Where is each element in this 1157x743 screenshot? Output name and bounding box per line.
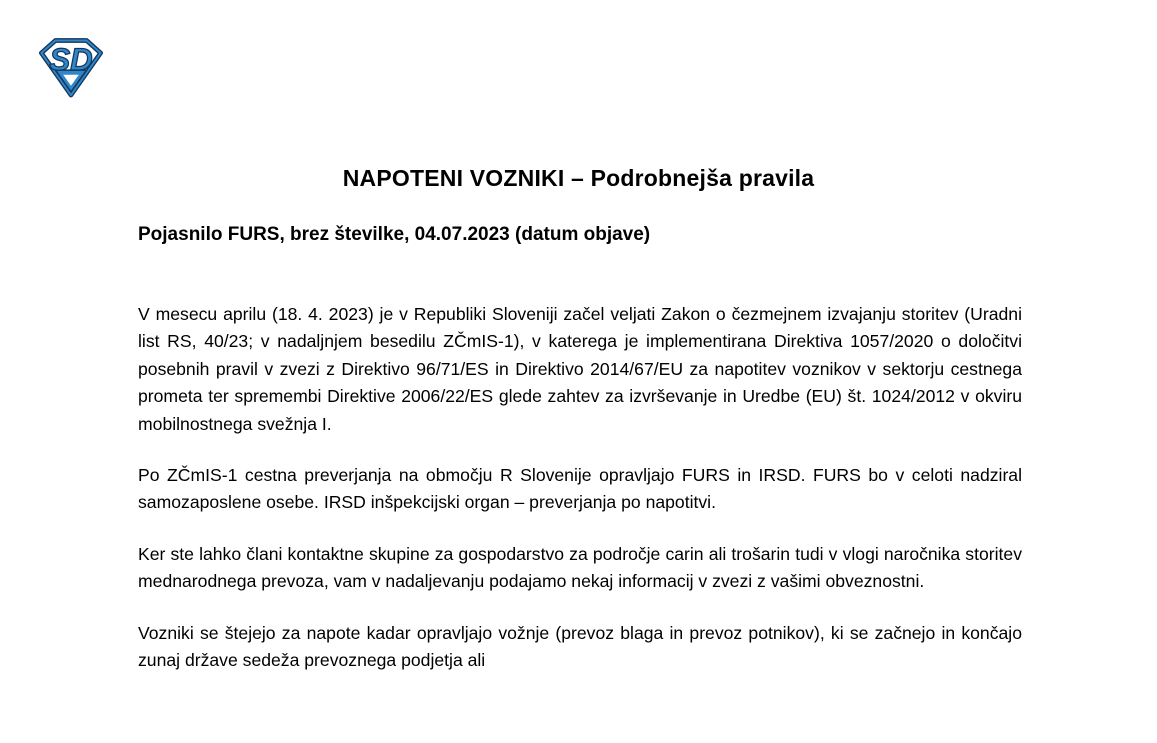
- page-title: NAPOTENI VOZNIKI – Podrobnejša pravila: [342, 165, 815, 191]
- sd-shield-logo-icon: [32, 34, 110, 100]
- sd-logo-letters: SD: [49, 42, 93, 78]
- paragraph-contact-group: Ker ste lahko člani kontaktne skupine za gospodarstvo za področje carin ali trošarin tudi v vlogi naročnika storitev mednarodnega prevoza, vam v nadaljevanju podajamo nekaj informacij v zvezi z vašimi obveznostni.: [138, 543, 1022, 592]
- paragraph-law-intro: V mesecu aprilu (18. 4. 2023) je v Republiki Sloveniji začel veljati Zakon o čezmejnem izvajanju storitev (Uradni list RS, 40/23; v nadaljnjem besedilu ZČmIS-1), v katerega je implementirana Direktiva 1057/2020 o določitvi posebnih pravil v zvezi z Direktivo 96/71/ES in Direktivo 2014/67/EU za napotitev voznikov v sektorju cestnega prometa ter spremembi Direktive 2006/22/ES glede zahtev za izvrševanje in Uredbe (EU) št. 1024/2012 v okviru mobilnostnega svežnja I.: [138, 304, 1022, 434]
- paragraph-posted-drivers: Vozniki se štejejo za napote kadar opravljajo vožnje (prevoz blaga in prevoz potnikov), ki se začnejo in končajo zunaj države sedeža prevoznega podjetja ali: [138, 622, 1022, 671]
- document-subtitle: Pojasnilo FURS, brez številke, 04.07.2023 (datum objave): [138, 224, 651, 245]
- document-body: [138, 301, 1022, 674]
- paragraph-road-checks: Po ZČmIS-1 cestna preverjanja na območju R Slovenije opravljajo FURS in IRSD. FURS bo v celoti nadziral samozaposlene osebe. IRSD inšpekcijski organ – preverjanja po napotitvi.: [138, 465, 1022, 513]
